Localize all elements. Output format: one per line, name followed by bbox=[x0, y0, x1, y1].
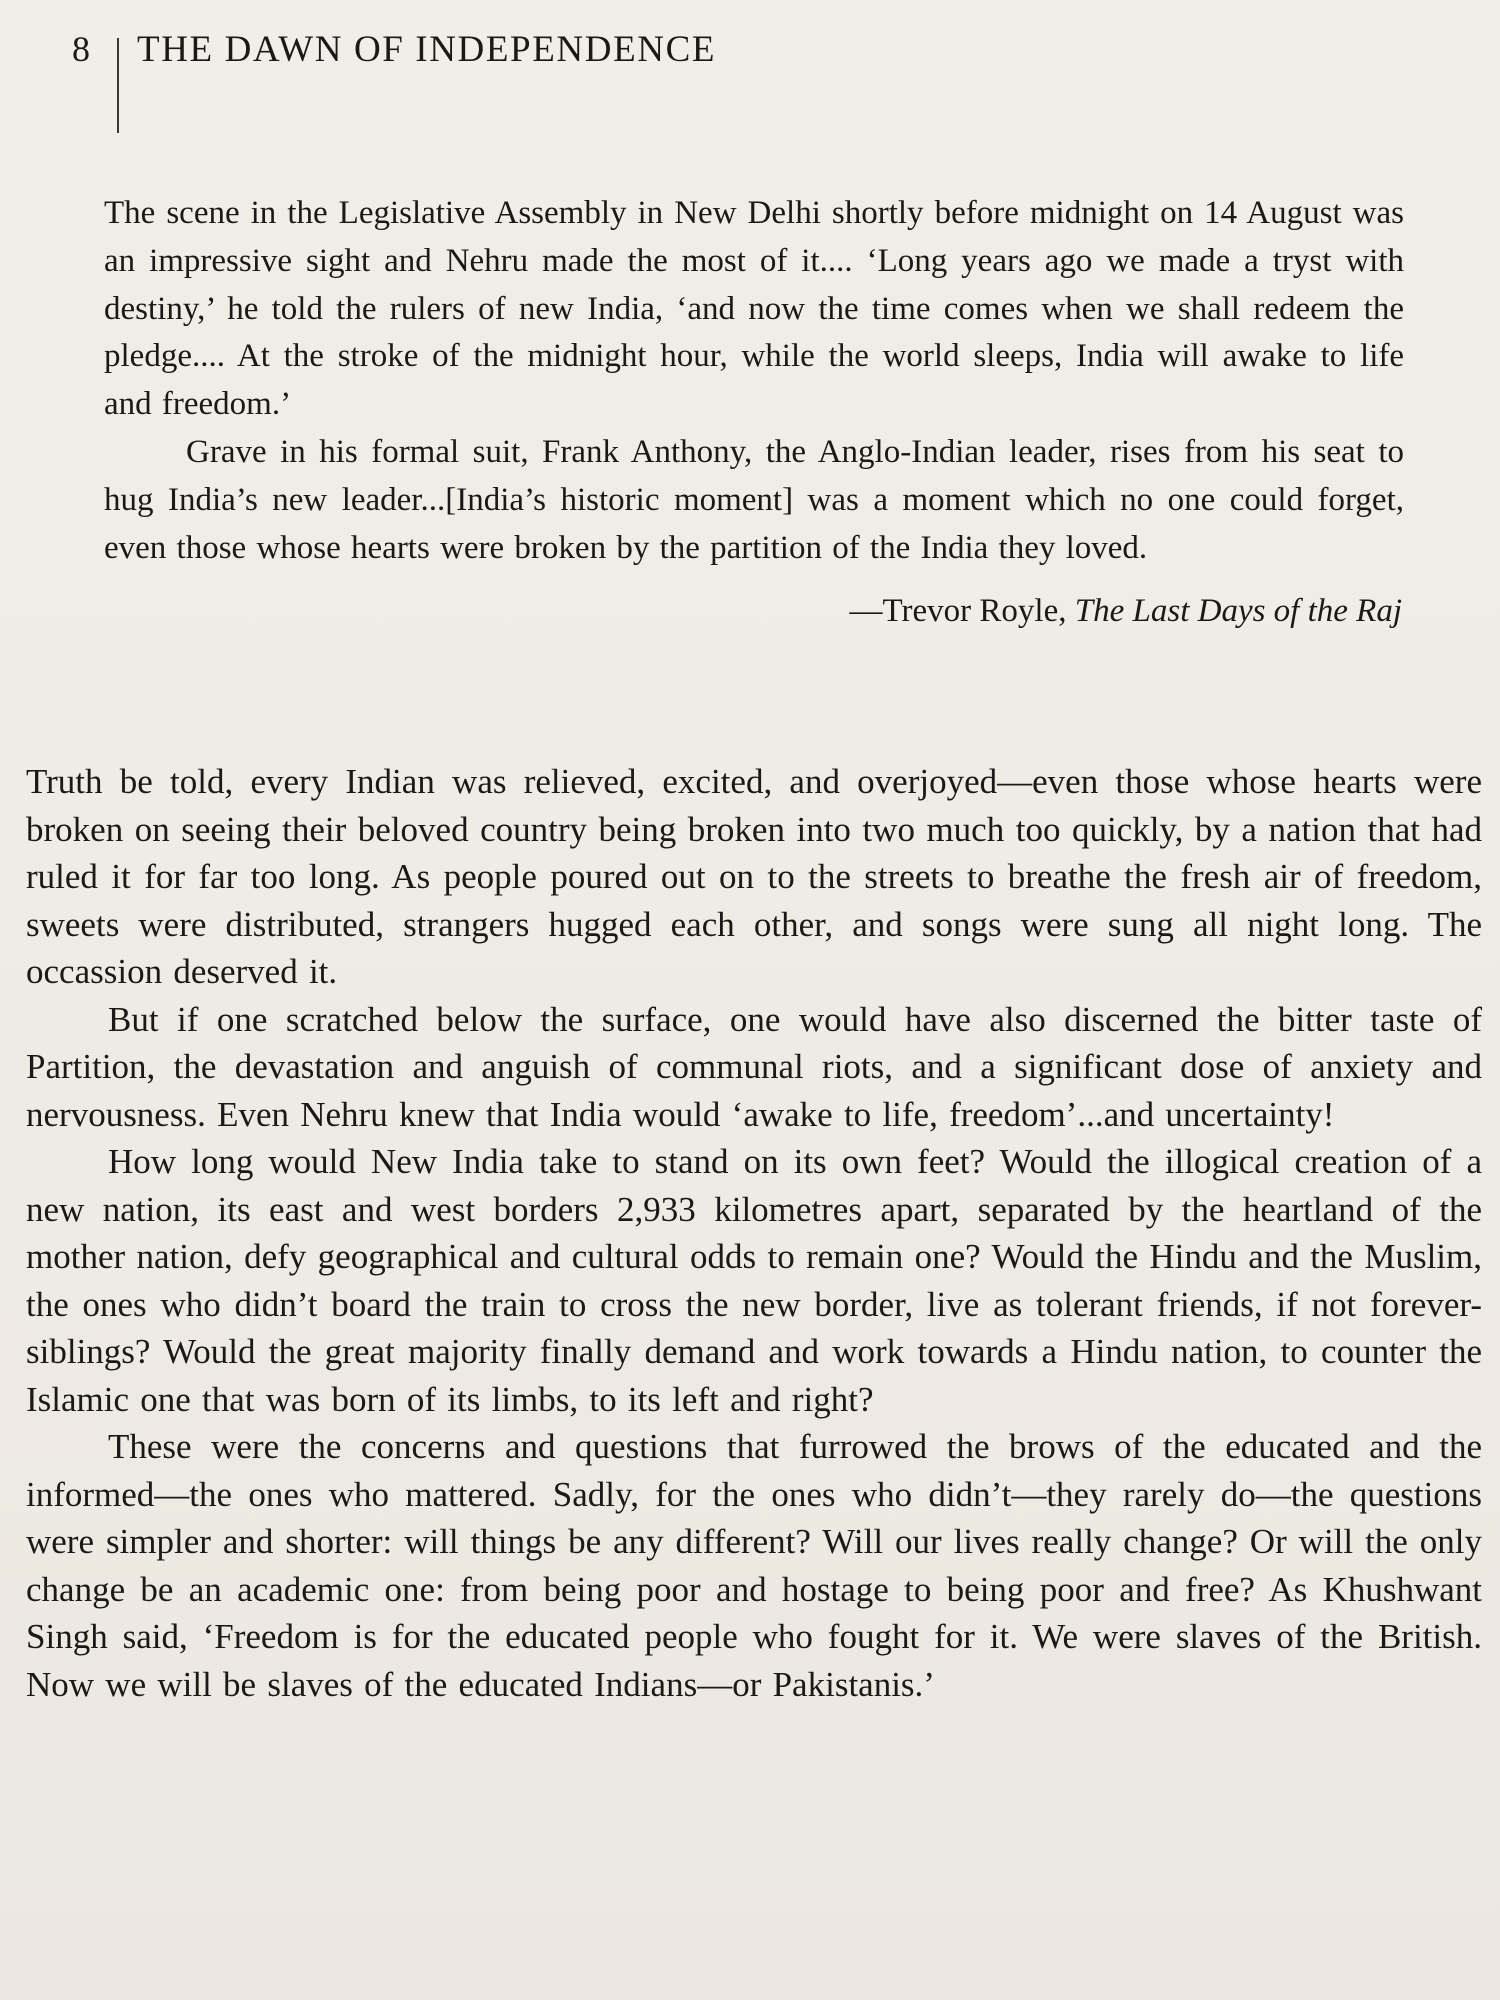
epigraph-paragraph-1: The scene in the Legislative Assembly in New Delhi shortly before midnight on 14 August was an impressive sight and Nehru made the most of it.... ‘Long years ago we made a tryst with destiny,’ he told the rulers of new India, ‘and now the time comes when we shall redeem the pledge.... At the stroke of the midnight hour, while the world sleeps, India will awake to life and freedom.’ bbox=[104, 195, 1404, 423]
page-number: 8 bbox=[72, 29, 91, 69]
epigraph-attribution bbox=[104, 588, 1404, 635]
body-paragraph-4: These were the concerns and questions that furrowed the brows of the educated and the informed—the ones who mattered. Sadly, for the ones who didn’t—they rarely do—the questions were simpler and shorter: will things be any different? Will our lives really change? Or will the only change be an academic one: from being poor and hostage to being poor and free? As Khushwant Singh said, ‘Freedom is for the educated people who fought for it. We were slaves of the British. Now we will be slaves of the educated Indians—or Pakistanis.’ bbox=[26, 1427, 1482, 1704]
epigraph bbox=[104, 190, 1404, 635]
body-paragraph-1: Truth be told, every Indian was relieved, excited, and overjoyed—even those whose hearts were broken on seeing their beloved country being broken into two much too quickly, by a nation that had ruled it for far too long. As people poured out on to the streets to breathe the fresh air of freedom, sweets were distributed, strangers hugged each other, and songs were sung all night long. The occassion deserved it. bbox=[26, 762, 1482, 991]
attribution-title: The Last Days of the Raj bbox=[1074, 593, 1402, 630]
page-header bbox=[72, 28, 972, 138]
body-paragraph-3: How long would New India take to stand on its own feet? Would the illogical creation of a new nation, its east and west borders 2,933 kilometres apart, separated by the heartland of the mother nation, defy geographical and cultural odds to remain one? Would the Hindu and the Muslim, the ones who didn’t board the train to cross the new border, live as tolerant friends, if not forever-siblings? Would the great majority finally demand and work towards a Hindu nation, to counter the Islamic one that was born of its limbs, to its left and right? bbox=[26, 1142, 1482, 1419]
body-paragraph-2: But if one scratched below the surface, one would have also discerned the bitter taste of Partition, the devastation and anguish of communal riots, and a significant dose of anxiety and nervousness. Even Nehru knew that India would ‘awake to life, freedom’...and uncertainty! bbox=[26, 999, 1482, 1134]
attribution-author: —Trevor Royle, bbox=[849, 593, 1075, 630]
header-divider bbox=[117, 38, 119, 133]
running-head: THE DAWN OF INDEPENDENCE bbox=[137, 29, 717, 70]
epigraph-paragraph-2: Grave in his formal suit, Frank Anthony, the Anglo-Indian leader, rises from his seat to hug India’s new leader...[India’s historic moment] was a moment which no one could forget, even those whose hearts were broken by the partition of the India they loved. bbox=[104, 433, 1404, 566]
main-body-text bbox=[26, 758, 1482, 1708]
